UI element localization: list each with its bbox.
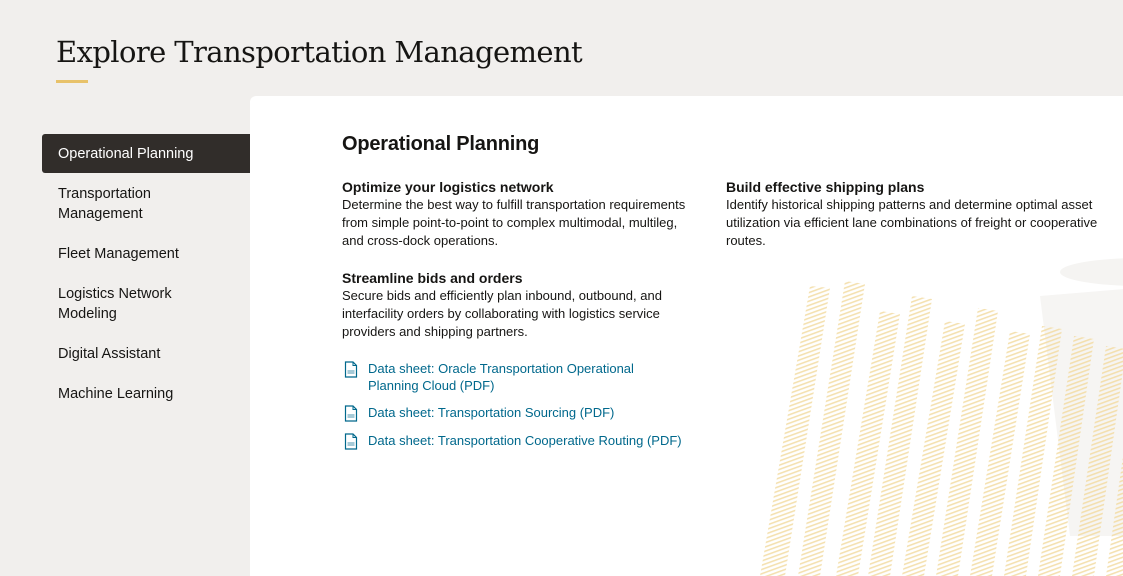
feature-title: Build effective shipping plans	[726, 179, 925, 195]
pdf-icon	[344, 361, 358, 378]
resource-links	[342, 360, 687, 450]
left-column	[342, 178, 687, 460]
feature-description: Identify historical shipping patterns and determine optimal asset utilization via efficient lane combinations of freight or cooperative routes.	[726, 197, 1098, 248]
sidebar-item-label: Logistics Network Modeling	[58, 286, 172, 322]
sidebar-item-label: Transportation Management	[58, 186, 151, 222]
feature-title: Streamline bids and orders	[342, 270, 523, 286]
link-item	[342, 360, 687, 394]
link-item	[342, 404, 687, 422]
datasheet-link-operational-planning[interactable]: Data sheet: Oracle Transportation Operational Planning Cloud (PDF)	[368, 361, 634, 393]
feature-title: Optimize your logistics network	[342, 179, 554, 195]
sidebar-item-label: Digital Assistant	[58, 346, 161, 362]
feature-optimize-network	[342, 178, 687, 250]
content-panel	[250, 96, 1123, 576]
feature-shipping-plans	[726, 178, 1123, 250]
sidebar-item-label: Operational Planning	[58, 146, 194, 162]
sidebar-item-label: Machine Learning	[58, 386, 174, 402]
sidebar-item-label: Fleet Management	[58, 246, 179, 262]
decorative-background-illustration	[740, 236, 1123, 576]
page-title: Explore Transportation Management	[56, 35, 583, 69]
feature-description: Determine the best way to fulfill transportation requirements from simple point-to-point to complex multimodal, multileg, and cross-dock operations.	[342, 197, 686, 248]
right-column	[726, 178, 1123, 269]
panel-content	[342, 132, 1122, 448]
feature-streamline-bids	[342, 269, 687, 341]
pdf-icon	[344, 405, 358, 422]
feature-description: Secure bids and efficiently plan inbound, outbound, and interfacility orders by collaborating with logistics service providers and shipping partners.	[342, 288, 662, 339]
link-item	[342, 432, 687, 450]
section-title: Operational Planning	[342, 133, 540, 155]
title-accent-bar	[56, 80, 88, 83]
datasheet-link-sourcing[interactable]: Data sheet: Transportation Sourcing (PDF)	[368, 405, 615, 420]
datasheet-link-cooperative-routing[interactable]: Data sheet: Transportation Cooperative Routing (PDF)	[368, 433, 682, 448]
pdf-icon	[344, 433, 358, 450]
